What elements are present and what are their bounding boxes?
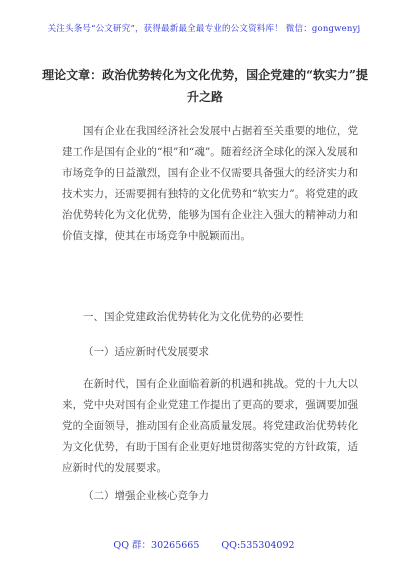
subsection-heading-2: （二）增强企业核心竞争力 — [83, 490, 209, 502]
intro-paragraph: 国有企业在我国经济社会发展中占据着至关重要的地位，党建工作是国有企业的“根”和“魂”。随着经济全球化的深入发展和市场竞争的日益激烈，国有企业不仅需要具备强大的经济实力和技术实力，还需要拥有独特的文化优势和“软实力”。将党建的政治优势转化为文化优势，能够为国有企业注入强大的精神动力和价值支撑，使其在市场竞争中脱颖而出。 — [62, 125, 358, 242]
section-heading: 一、国企党建政治优势转化为文化优势的必要性 — [83, 311, 304, 323]
footer-qq-group: QQ 群：30265665 — [113, 540, 200, 551]
subsection-heading-1: （一）适应新时代发展要求 — [83, 346, 209, 358]
header-promo-text: 关注头条号“公文研究”，获得最新最全最专业的公文资料库！ 微信：gongwenyj — [47, 24, 361, 34]
footer-contact — [0, 537, 408, 551]
footer-qq-number: QQ:535304092 — [221, 540, 295, 551]
body-paragraph: 在新时代，国有企业面临着新的机遇和挑战。党的十九大以来，党中央对国有企业党建工作提出了更高的要求，强调要加强党的全面领导，推动国有企业高质量发展。将党建政治优势转化为文化优势，有助于国有企业更好地贯彻落实党的方针政策，适应新时代的发展要求。 — [62, 378, 358, 474]
document-title: 理论文章：政治优势转化为文化优势，国企党建的“软实力”提升之路 — [42, 68, 368, 104]
